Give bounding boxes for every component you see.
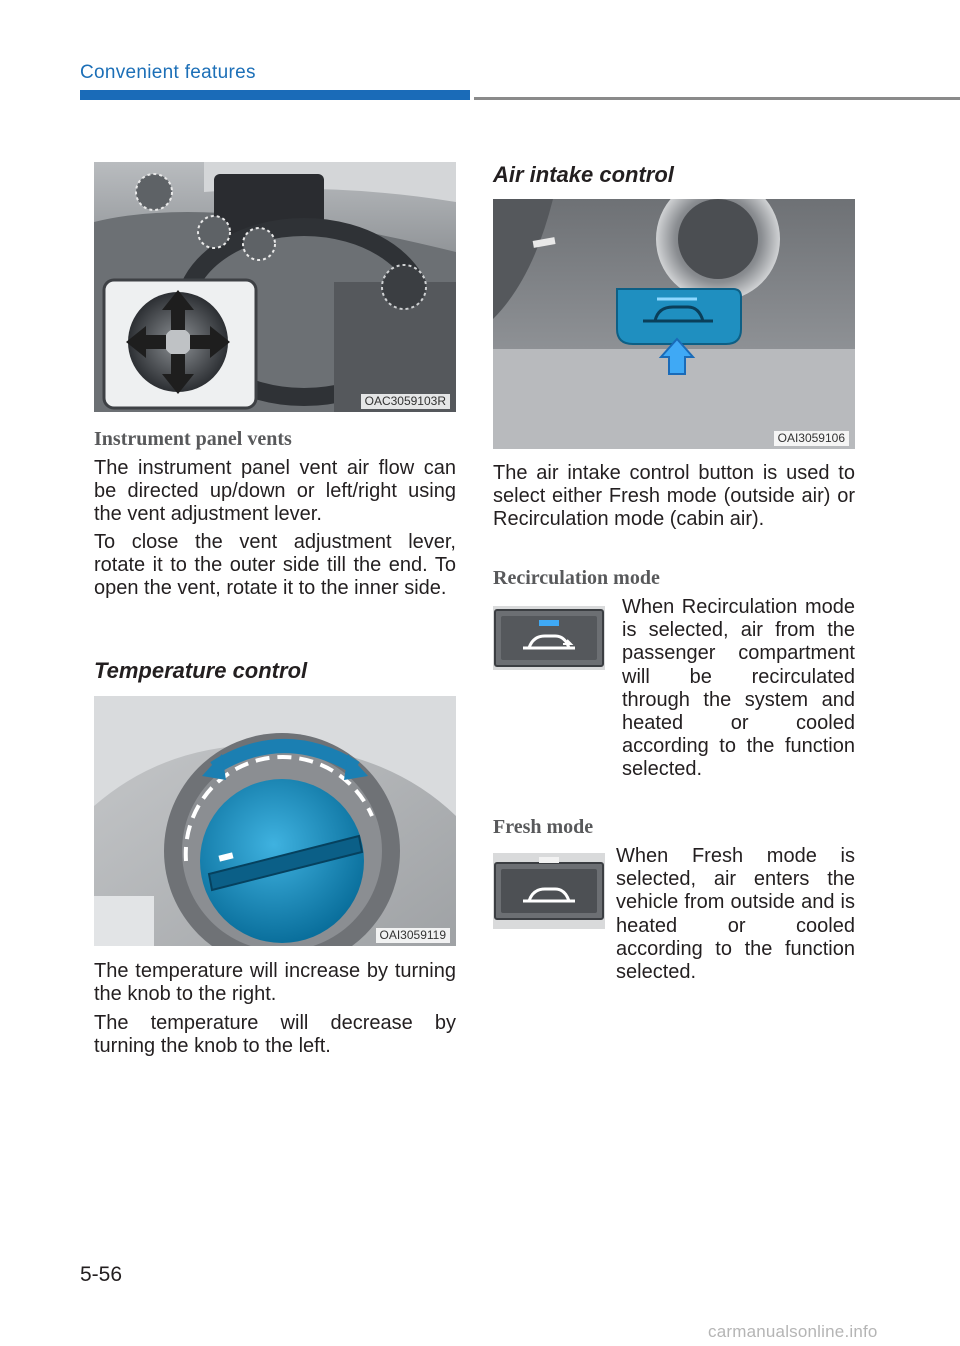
- heading-fresh-mode: Fresh mode: [493, 816, 594, 838]
- figure-instrument-panel-vents: [94, 162, 456, 412]
- paragraph-temp-1: The temperature will increase by turning the knob to the right.: [94, 960, 456, 1006]
- paragraph-recirculation: When Recirculation mode is selected, air from the passenger compartment will be recirculated through the system and heated or cooled according to the function selected.: [622, 596, 855, 781]
- heading-temperature-control: Temperature control: [94, 658, 308, 683]
- heading-recirculation-mode: Recirculation mode: [493, 567, 660, 589]
- heading-air-intake-control: Air intake control: [493, 162, 674, 187]
- watermark: carmanualsonline.info: [708, 1322, 878, 1341]
- figure-air-intake-button: [493, 199, 855, 449]
- recirculation-button-figure: [493, 606, 605, 670]
- paragraph-air-intake: The air intake control button is used to select either Fresh mode (outside air) or Recirculation mode (cabin air).: [493, 462, 855, 531]
- figure-code: OAI3059106: [774, 431, 849, 446]
- figure-code: OAC3059103R: [361, 394, 450, 409]
- fresh-mode-button-figure: [493, 853, 605, 929]
- fresh-mode-button-icon: [493, 853, 605, 929]
- heading-instrument-panel-vents: Instrument panel vents: [94, 428, 292, 450]
- page-number: 5-56: [80, 1263, 123, 1286]
- paragraph-vents-1: The instrument panel vent air flow can be directed up/down or left/right using the vent adjustment lever.: [94, 457, 456, 526]
- temperature-knob-icon: [94, 696, 456, 946]
- paragraph-temp-2: The temperature will decrease by turning the knob to the left.: [94, 1012, 456, 1058]
- figure-code: OAI3059119: [376, 928, 451, 943]
- vent-adjustment-arrows-icon: [94, 162, 456, 412]
- figure-temperature-knob: [94, 696, 456, 946]
- air-intake-button-icon: [493, 199, 855, 449]
- paragraph-fresh-mode: When Fresh mode is selected, air enters the vehicle from outside and is heated or cooled according to the function selected.: [616, 845, 855, 984]
- header-accent-bar: [80, 90, 470, 100]
- paragraph-vents-2: To close the vent adjustment lever, rotate it to the outer side till the end. To open the vent, rotate it to the inner side.: [94, 531, 456, 600]
- header-rule: [474, 97, 960, 100]
- recirculation-button-icon: [493, 606, 605, 670]
- section-header-title: Convenient features: [80, 62, 256, 83]
